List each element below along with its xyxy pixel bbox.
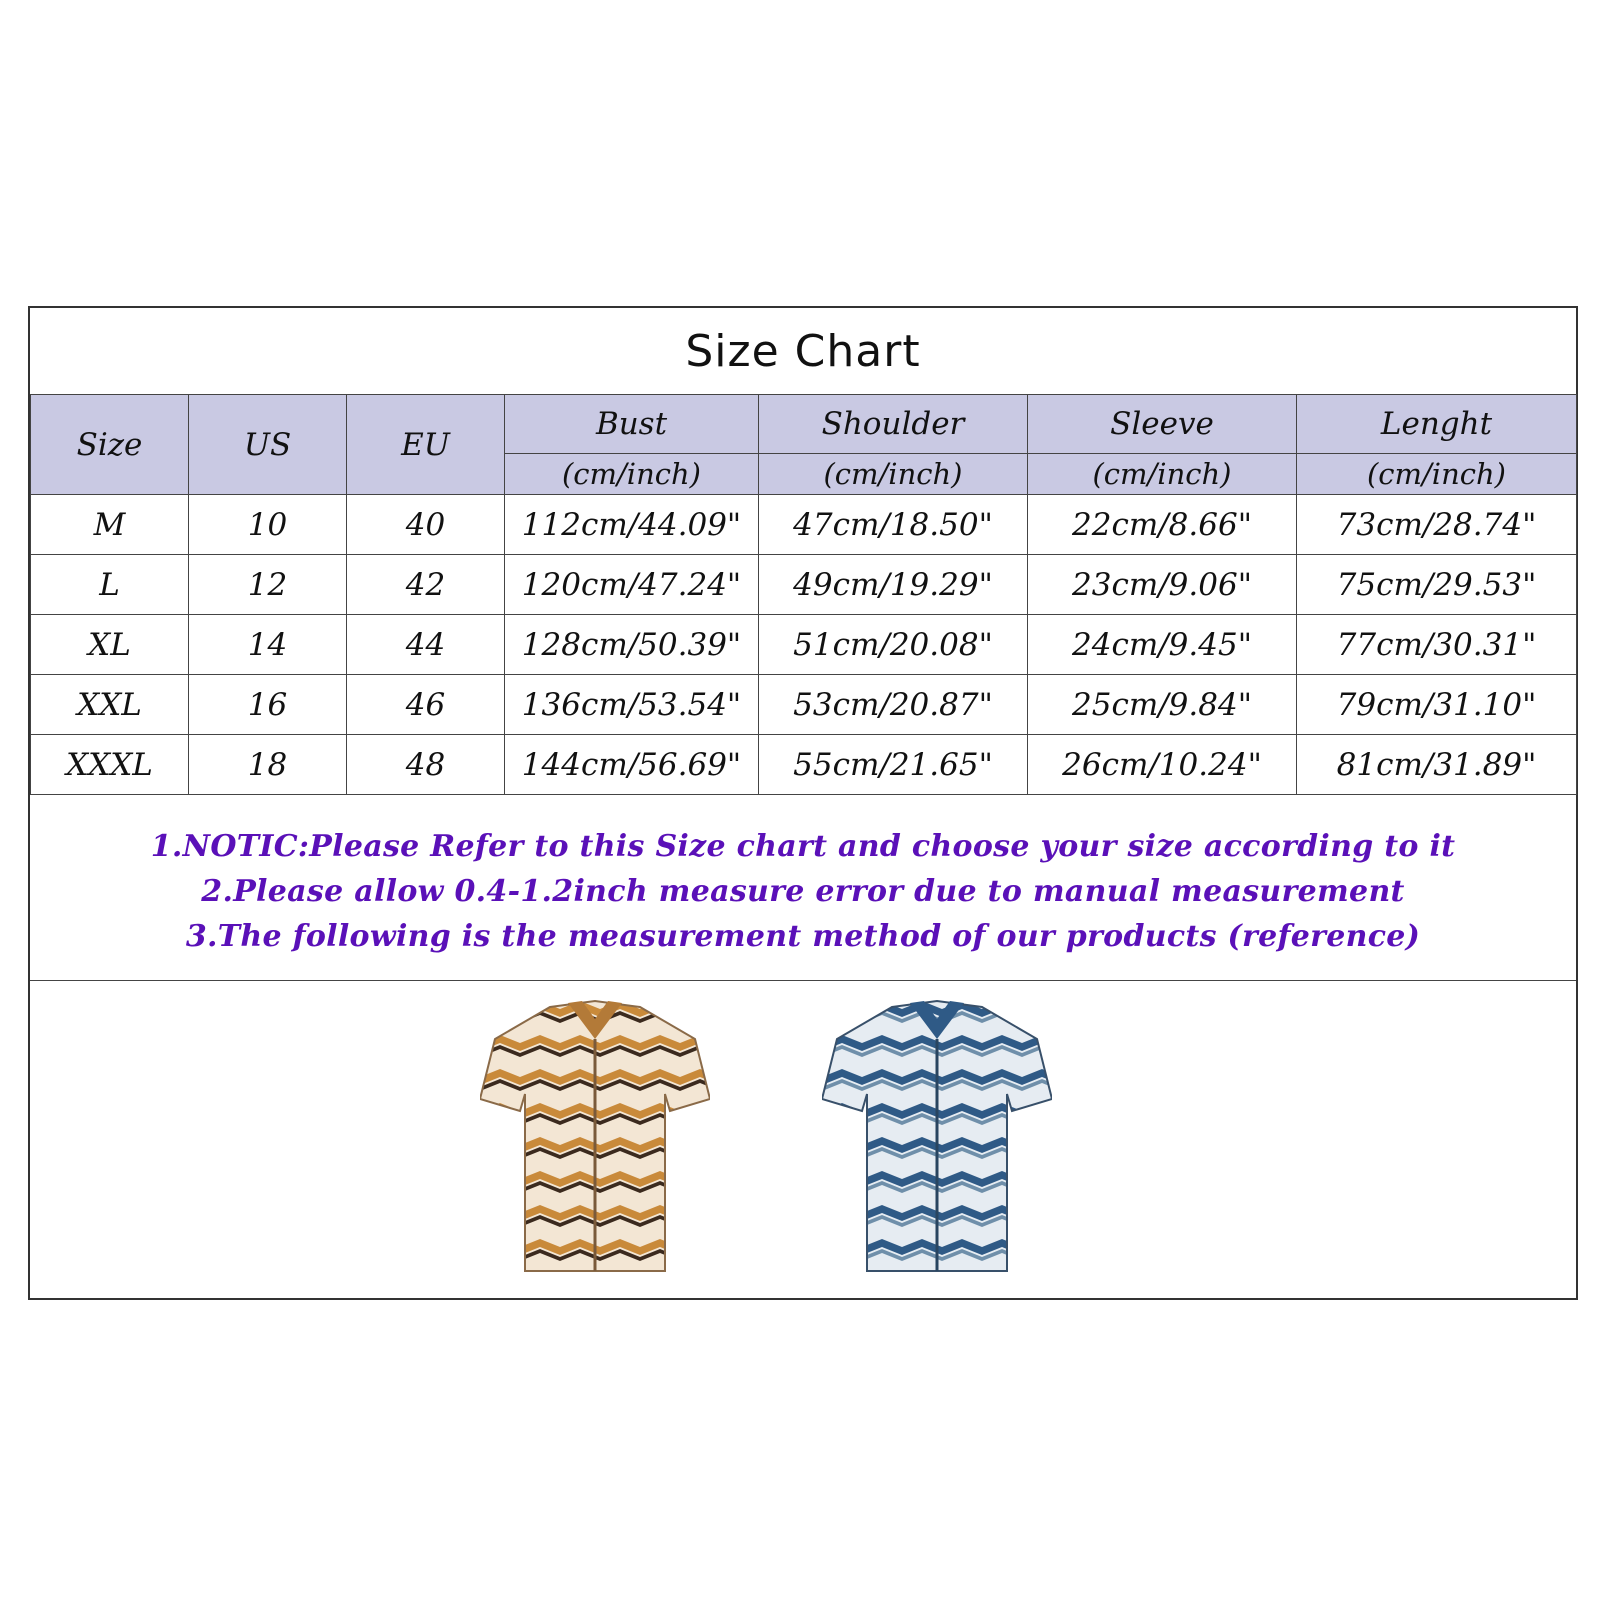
brown-striped-shirt-image [480,999,710,1279]
header-bust: Bust [505,395,759,454]
cell-size: XXXL [31,735,189,795]
cell-shoulder: 55cm/21.65" [759,735,1028,795]
header-unit-sleeve: (cm/inch) [1028,454,1297,495]
header-sleeve: Sleeve [1028,395,1297,454]
cell-sleeve: 24cm/9.45" [1028,615,1297,675]
cell-shoulder: 53cm/20.87" [759,675,1028,735]
cell-bust: 136cm/53.54" [505,675,759,735]
cell-us: 10 [189,495,347,555]
product-images [30,981,1576,1300]
table-row [31,735,1577,795]
header-unit-bust: (cm/inch) [505,454,759,495]
cell-eu: 46 [347,675,505,735]
header-unit-shoulder: (cm/inch) [759,454,1028,495]
note-1: 1.NOTIC:Please Refer to this Size chart and choose your size according to it [150,828,1456,864]
chart-title: Size Chart [685,325,921,377]
cell-size: XL [31,615,189,675]
cell-size: M [31,495,189,555]
table-row [31,555,1577,615]
header-shoulder: Shoulder [759,395,1028,454]
cell-length: 73cm/28.74" [1297,495,1577,555]
cell-shoulder: 51cm/20.08" [759,615,1028,675]
note-3: 3.The following is the measurement method of our products (reference) [185,918,1421,954]
header-length: Lenght [1297,395,1577,454]
cell-bust: 120cm/47.24" [505,555,759,615]
cell-sleeve: 26cm/10.24" [1028,735,1297,795]
cell-shoulder: 49cm/19.29" [759,555,1028,615]
header-unit-length: (cm/inch) [1297,454,1577,495]
header-size: Size [31,395,189,495]
cell-us: 12 [189,555,347,615]
cell-length: 81cm/31.89" [1297,735,1577,795]
cell-us: 16 [189,675,347,735]
cell-eu: 40 [347,495,505,555]
table-row [31,675,1577,735]
notes-section [30,802,1576,981]
cell-bust: 144cm/56.69" [505,735,759,795]
header-us: US [189,395,347,495]
cell-shoulder: 47cm/18.50" [759,495,1028,555]
cell-length: 75cm/29.53" [1297,555,1577,615]
cell-length: 77cm/30.31" [1297,615,1577,675]
size-table [30,394,1577,795]
cell-us: 14 [189,615,347,675]
cell-sleeve: 23cm/9.06" [1028,555,1297,615]
cell-sleeve: 22cm/8.66" [1028,495,1297,555]
size-chart [28,306,1578,1300]
blue-striped-shirt-image [822,999,1052,1279]
cell-bust: 128cm/50.39" [505,615,759,675]
cell-bust: 112cm/44.09" [505,495,759,555]
cell-eu: 44 [347,615,505,675]
cell-eu: 42 [347,555,505,615]
cell-size: XXL [31,675,189,735]
cell-us: 18 [189,735,347,795]
table-row [31,495,1577,555]
cell-size: L [31,555,189,615]
cell-sleeve: 25cm/9.84" [1028,675,1297,735]
table-row [31,615,1577,675]
note-2: 2.Please allow 0.4-1.2inch measure error due to manual measurement [201,873,1405,909]
cell-length: 79cm/31.10" [1297,675,1577,735]
cell-eu: 48 [347,735,505,795]
header-eu: EU [347,395,505,495]
